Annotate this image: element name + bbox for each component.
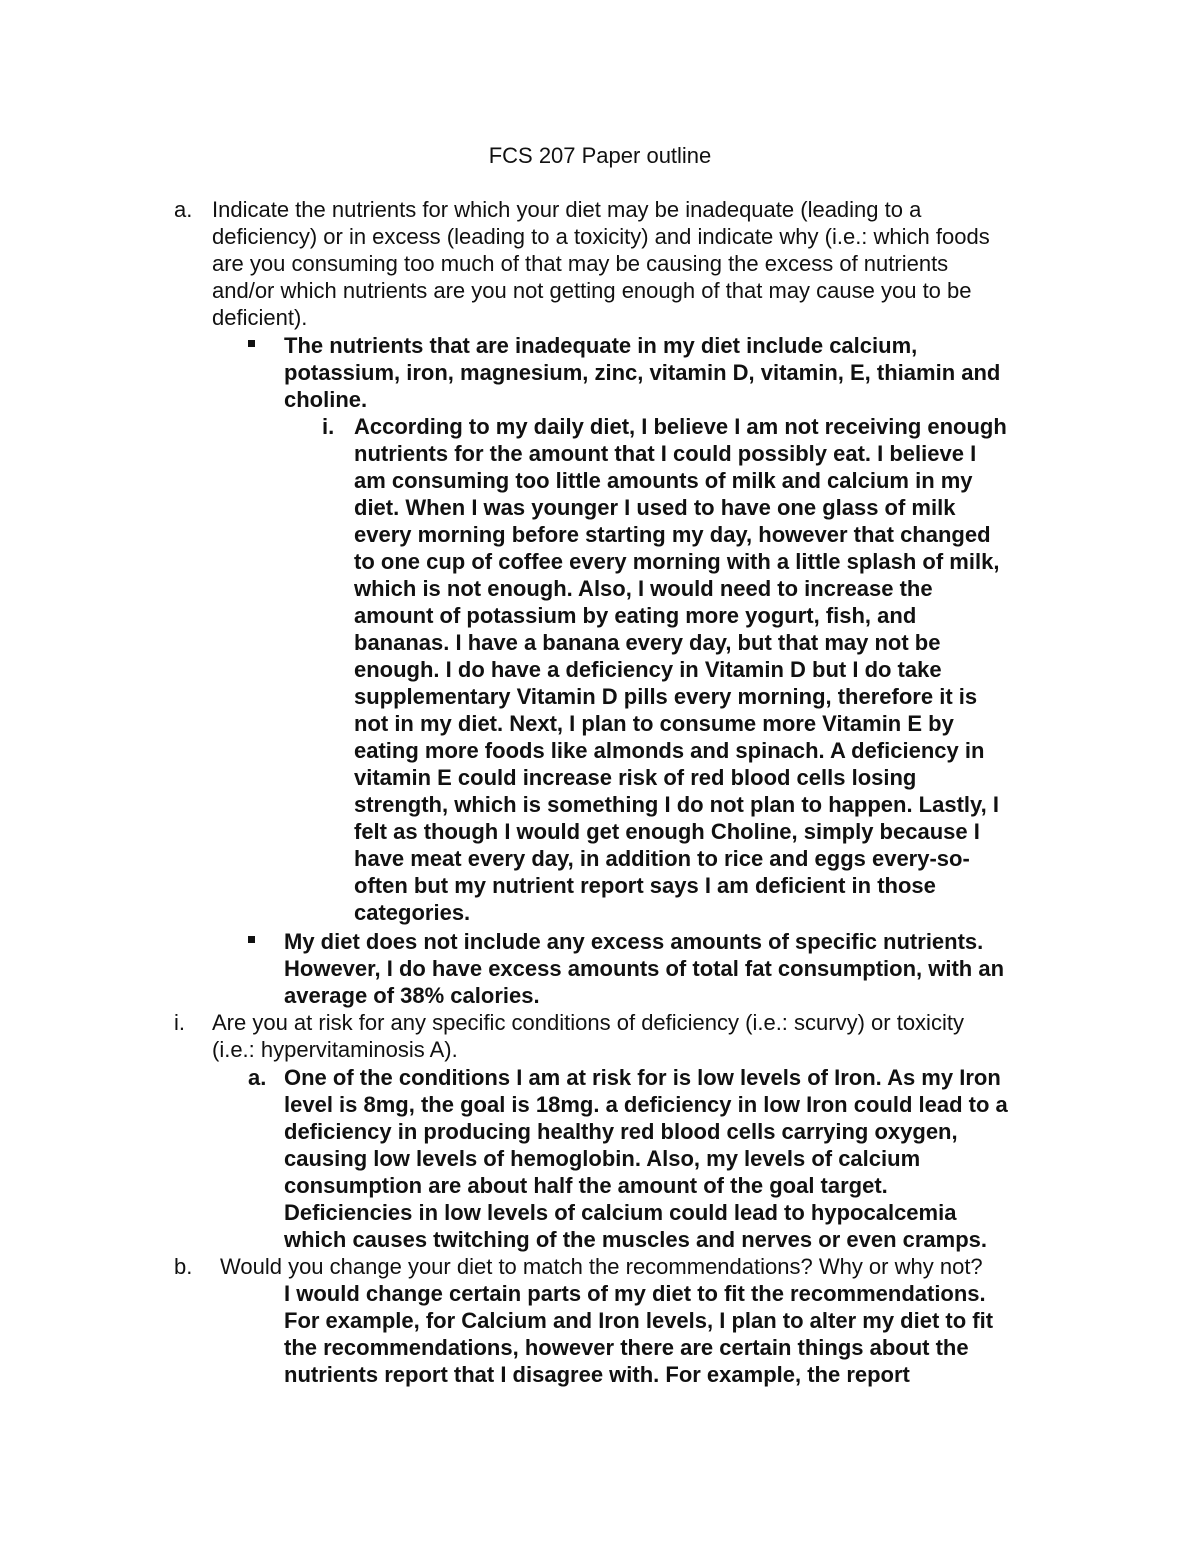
sub-i-line: eating more foods like almonds and spinach. A deficiency in	[354, 738, 985, 763]
sub-i-line: According to my daily diet, I believe I am not receiving enough	[354, 414, 1007, 439]
sub-i-line: have meat every day, in addition to rice and eggs every-so-	[354, 846, 970, 871]
section-i-marker: i.	[174, 1010, 185, 1035]
bullet-2-line: average of 38% calories.	[284, 983, 540, 1008]
sub-i-line: enough. I do have a deficiency in Vitamin D but I do take	[354, 657, 942, 682]
sub-i-line: diet. When I was younger I used to have one glass of milk	[354, 495, 956, 520]
section-i-line: (i.e.: hypervitaminosis A).	[212, 1037, 458, 1062]
bullet-answer-excess	[284, 928, 1004, 1009]
sub-a-line: Deficiencies in low levels of calcium could lead to hypocalcemia	[284, 1200, 957, 1225]
bullet-answer-inadequate	[284, 332, 1000, 413]
sub-i-line: to one cup of coffee every morning with a little splash of milk,	[354, 549, 1000, 574]
section-b-marker: b.	[174, 1254, 193, 1279]
sub-a-line: consumption are about half the amount of the goal target.	[284, 1173, 888, 1198]
square-bullet-icon	[248, 936, 255, 943]
section-a-line: and/or which nutrients are you not getting enough of that may cause you to be	[212, 278, 972, 303]
sub-i-line: not in my diet. Next, I plan to consume more Vitamin E by	[354, 711, 954, 736]
section-i-question	[212, 1009, 964, 1063]
square-bullet-icon	[248, 340, 255, 347]
section-a-line: are you consuming too much of that may be causing the excess of nutrients	[212, 251, 949, 276]
section-b-line: the recommendations, however there are certain things about the	[284, 1335, 969, 1360]
sub-i-line: am consuming too little amounts of milk and calcium in my	[354, 468, 973, 493]
bullet-2-line: However, I do have excess amounts of total fat consumption, with an	[284, 956, 1005, 981]
sub-i-line: categories.	[354, 900, 471, 925]
page-title: FCS 207 Paper outline	[488, 143, 712, 168]
section-i-line: Are you at risk for any specific conditions of deficiency (i.e.: scurvy) or toxicity	[212, 1010, 964, 1035]
section-b-line: I would change certain parts of my diet to fit the recommendations.	[284, 1281, 986, 1306]
sub-i-line: often but my nutrient report says I am deficient in those	[354, 873, 936, 898]
bullet-1-line: The nutrients that are inadequate in my diet include calcium,	[284, 333, 918, 358]
sub-a-marker: a.	[248, 1065, 267, 1090]
sub-i-line: amount of potassium by eating more yogurt, fish, and	[354, 603, 917, 628]
sub-i-line: which is not enough. Also, I would need to increase the	[354, 576, 933, 601]
section-a-line: deficiency) or in excess (leading to a toxicity) and indicate why (i.e.: which foods	[212, 224, 990, 249]
section-a-line: Indicate the nutrients for which your diet may be inadequate (leading to a	[212, 197, 922, 222]
section-b-line: nutrients report that I disagree with. For example, the report	[284, 1362, 910, 1387]
sub-i-line: strength, which is something I do not plan to happen. Lastly, I	[354, 792, 999, 817]
sub-i-line: vitamin E could increase risk of red blood cells losing	[354, 765, 917, 790]
sub-i-line: supplementary Vitamin D pills every morning, therefore it is	[354, 684, 978, 709]
section-b-question: Would you change your diet to match the recommendations? Why or why not?	[220, 1254, 983, 1279]
bullet-2-line: My diet does not include any excess amounts of specific nutrients.	[284, 929, 984, 954]
section-b-line: For example, for Calcium and Iron levels, I plan to alter my diet to fit	[284, 1308, 994, 1333]
sub-i-line: bananas. I have a banana every day, but that may not be	[354, 630, 941, 655]
sub-i-marker: i.	[322, 414, 335, 439]
sub-a-line: which causes twitching of the muscles and nerves or even cramps.	[284, 1227, 988, 1252]
sub-a-line: deficiency in producing healthy red blood cells carrying oxygen,	[284, 1119, 958, 1144]
section-a-line: deficient).	[212, 305, 308, 330]
sub-i-line: every morning before starting my day, however that changed	[354, 522, 991, 547]
sub-i-line: nutrients for the amount that I could possibly eat. I believe I	[354, 441, 977, 466]
sub-a-line: One of the conditions I am at risk for is low levels of Iron. As my Iron	[284, 1065, 1001, 1090]
section-b-answer	[284, 1280, 993, 1388]
bullet-1-line: choline.	[284, 387, 368, 412]
sub-a-answer	[284, 1064, 1008, 1253]
sub-i-answer	[354, 413, 1007, 926]
sub-a-line: causing low levels of hemoglobin. Also, my levels of calcium	[284, 1146, 921, 1171]
section-a-question	[212, 196, 990, 331]
sub-i-line: felt as though I would get enough Choline, simply because I	[354, 819, 980, 844]
section-a-marker: a.	[174, 197, 193, 222]
bullet-1-line: potassium, iron, magnesium, zinc, vitamin D, vitamin, E, thiamin and	[284, 360, 1001, 385]
sub-a-line: level is 8mg, the goal is 18mg. a deficiency in low Iron could lead to a	[284, 1092, 1008, 1117]
